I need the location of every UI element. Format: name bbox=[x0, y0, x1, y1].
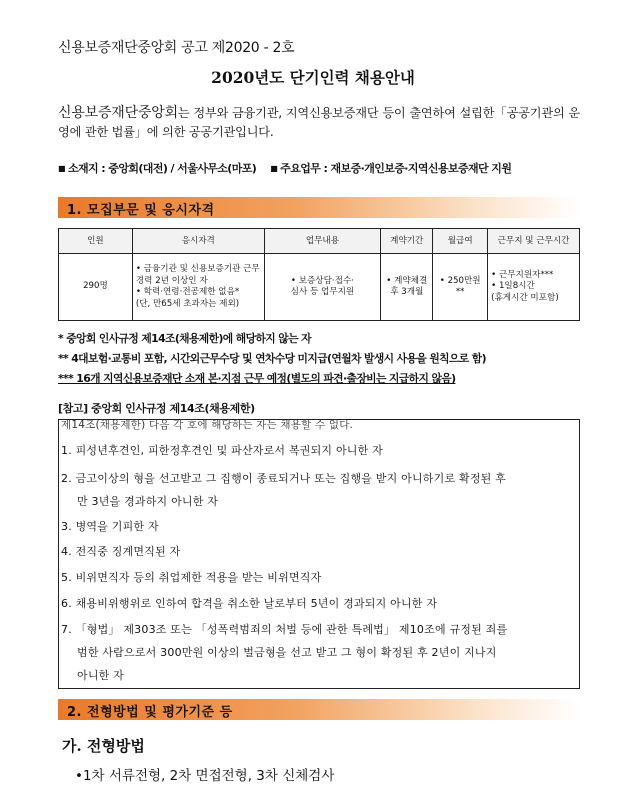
cell-duties: • 보증상담·접수· 심사 등 업무지원 bbox=[264, 254, 381, 321]
table-row bbox=[59, 254, 580, 321]
section-1-header bbox=[58, 197, 580, 218]
qualification-note: (단, 만65세 초과자는 제외) bbox=[135, 298, 240, 309]
duties-line: 심사 등 업무지원 bbox=[290, 287, 355, 297]
qualification-line: • 학력·연령·전공제한 없음* bbox=[135, 287, 240, 297]
section-2-title: 2. 전형방법 및 평가기준 등 bbox=[67, 705, 233, 720]
reference-item: 2. 금고이상의 형을 선고받고 그 집행이 종료되거나 또는 집행을 받지 아니하기로 확정된 후 bbox=[61, 472, 506, 485]
table-header-cell: 응시자격 bbox=[132, 229, 264, 254]
qualification-line: • 금융기관 및 신용보증기관 근무경력 2년 이상인 자 bbox=[135, 264, 260, 286]
notice-number: 신용보증재단중앙회 공고 제2020 - 2호 bbox=[58, 40, 295, 56]
reference-item: 1. 피성년후견인, 피한정후견인 및 파산자로서 복권되지 아니한 자 bbox=[61, 444, 383, 457]
table-header-cell: 업무내용 bbox=[264, 229, 381, 254]
period-line: 후 3개월 bbox=[390, 287, 424, 297]
reference-item: 6. 채용비위행위로 인하여 합격을 취소한 날로부터 5년이 경과되지 아니한 자 bbox=[61, 597, 438, 610]
square-bullet-icon: ■ bbox=[270, 164, 278, 173]
footnote: * 중앙회 인사규정 제14조(채용제한)에 해당하지 않는 자 bbox=[58, 332, 311, 345]
intro-org: 신용보증재단중앙회 bbox=[58, 105, 178, 121]
reference-item: 4. 전직중 징계면직된 자 bbox=[61, 545, 181, 558]
reference-item: 범한 사람으로서 300만원 이상의 벌금형을 선고 받고 그 형이 확정된 후 2년이 지나지 bbox=[77, 646, 497, 659]
reference-intro: 제14조(채용제한) 다음 각 호에 해당하는 자는 채용할 수 없다. bbox=[61, 420, 354, 431]
reference-title: [참고] 중앙회 인사규정 제14조(채용제한) bbox=[58, 402, 255, 415]
recruitment-table bbox=[58, 228, 580, 321]
footnote: *** 16개 지역신용보증재단 소재 본·지점 근무 예정(별도의 파견·출장비는 지급하지 않음) bbox=[58, 372, 456, 385]
cell-workplace: • 근무지원자*** • 1일8시간 (휴게시간 미포함) bbox=[488, 254, 580, 321]
table-header-cell: 근무지 및 근무시간 bbox=[488, 229, 580, 254]
reference-item: 5. 비위면직자 등의 취업제한 적용을 받는 비위면직자 bbox=[61, 571, 322, 584]
workplace-line: (휴게시간 미포함) bbox=[491, 292, 559, 303]
reference-item: 만 3년을 경과하지 아니한 자 bbox=[77, 495, 219, 508]
subsection-title: 가. 전형방법 bbox=[62, 737, 145, 755]
reference-item: 7. 「형법」 제303조 또는 「성폭력범죄의 처벌 등에 관한 특례법」 제10조에 규정된 죄를 bbox=[61, 623, 508, 636]
cell-salary: • 250만원** bbox=[433, 254, 488, 321]
footnotes bbox=[58, 329, 598, 389]
cell-count: 290명 bbox=[59, 254, 133, 321]
intro-paragraph bbox=[58, 104, 580, 142]
selection-process: •1차 서류전형, 2차 면접전형, 3차 신체검사 bbox=[75, 768, 335, 784]
square-bullet-icon: ■ bbox=[58, 164, 65, 173]
page-title: 2020년도 단기인력 채용안내 bbox=[211, 68, 415, 87]
reference-box bbox=[58, 419, 580, 689]
reference-item: 3. 병역을 기피한 자 bbox=[61, 520, 159, 533]
cell-qualifications bbox=[132, 254, 264, 321]
workplace-line: 1일8시간 bbox=[498, 281, 535, 292]
workplace-line: 근무지원자*** bbox=[498, 269, 554, 280]
section-1-title: 1. 모집부문 및 응시자격 bbox=[67, 203, 215, 218]
table-header-cell: 월급여 bbox=[433, 229, 488, 254]
info-location: 소재지 : 중앙회(대전) / 서울사무소(마포) bbox=[67, 162, 257, 175]
cell-period: • 계약체결 후 3개월 bbox=[381, 254, 433, 321]
section-2-header bbox=[58, 699, 580, 720]
table-header-row bbox=[59, 229, 580, 254]
info-line bbox=[58, 160, 598, 176]
intro-text: 는 정부와 금융기관, 지역신용보증재단 등이 출연하여 설립한「공공기관의 운영에 관한 법률」에 의한 공공기관입니다. bbox=[58, 106, 580, 139]
table-header-cell: 인원 bbox=[59, 229, 133, 254]
bullet-icon: • bbox=[75, 768, 83, 784]
table-header-cell: 계약기간 bbox=[381, 229, 433, 254]
footnote: ** 4대보험·교통비 포함, 시간외근무수당 및 연차수당 미지급(연월차 발생시 사용을 원칙으로 함) bbox=[58, 352, 486, 365]
period-line: 계약체결 bbox=[394, 275, 428, 286]
duties-line: 보증상담·접수· bbox=[298, 275, 354, 286]
reference-item: 아니한 자 bbox=[77, 669, 125, 682]
info-main-work: 주요업무 : 재보증·개인보증·지역신용보증재단 지원 bbox=[280, 162, 512, 175]
